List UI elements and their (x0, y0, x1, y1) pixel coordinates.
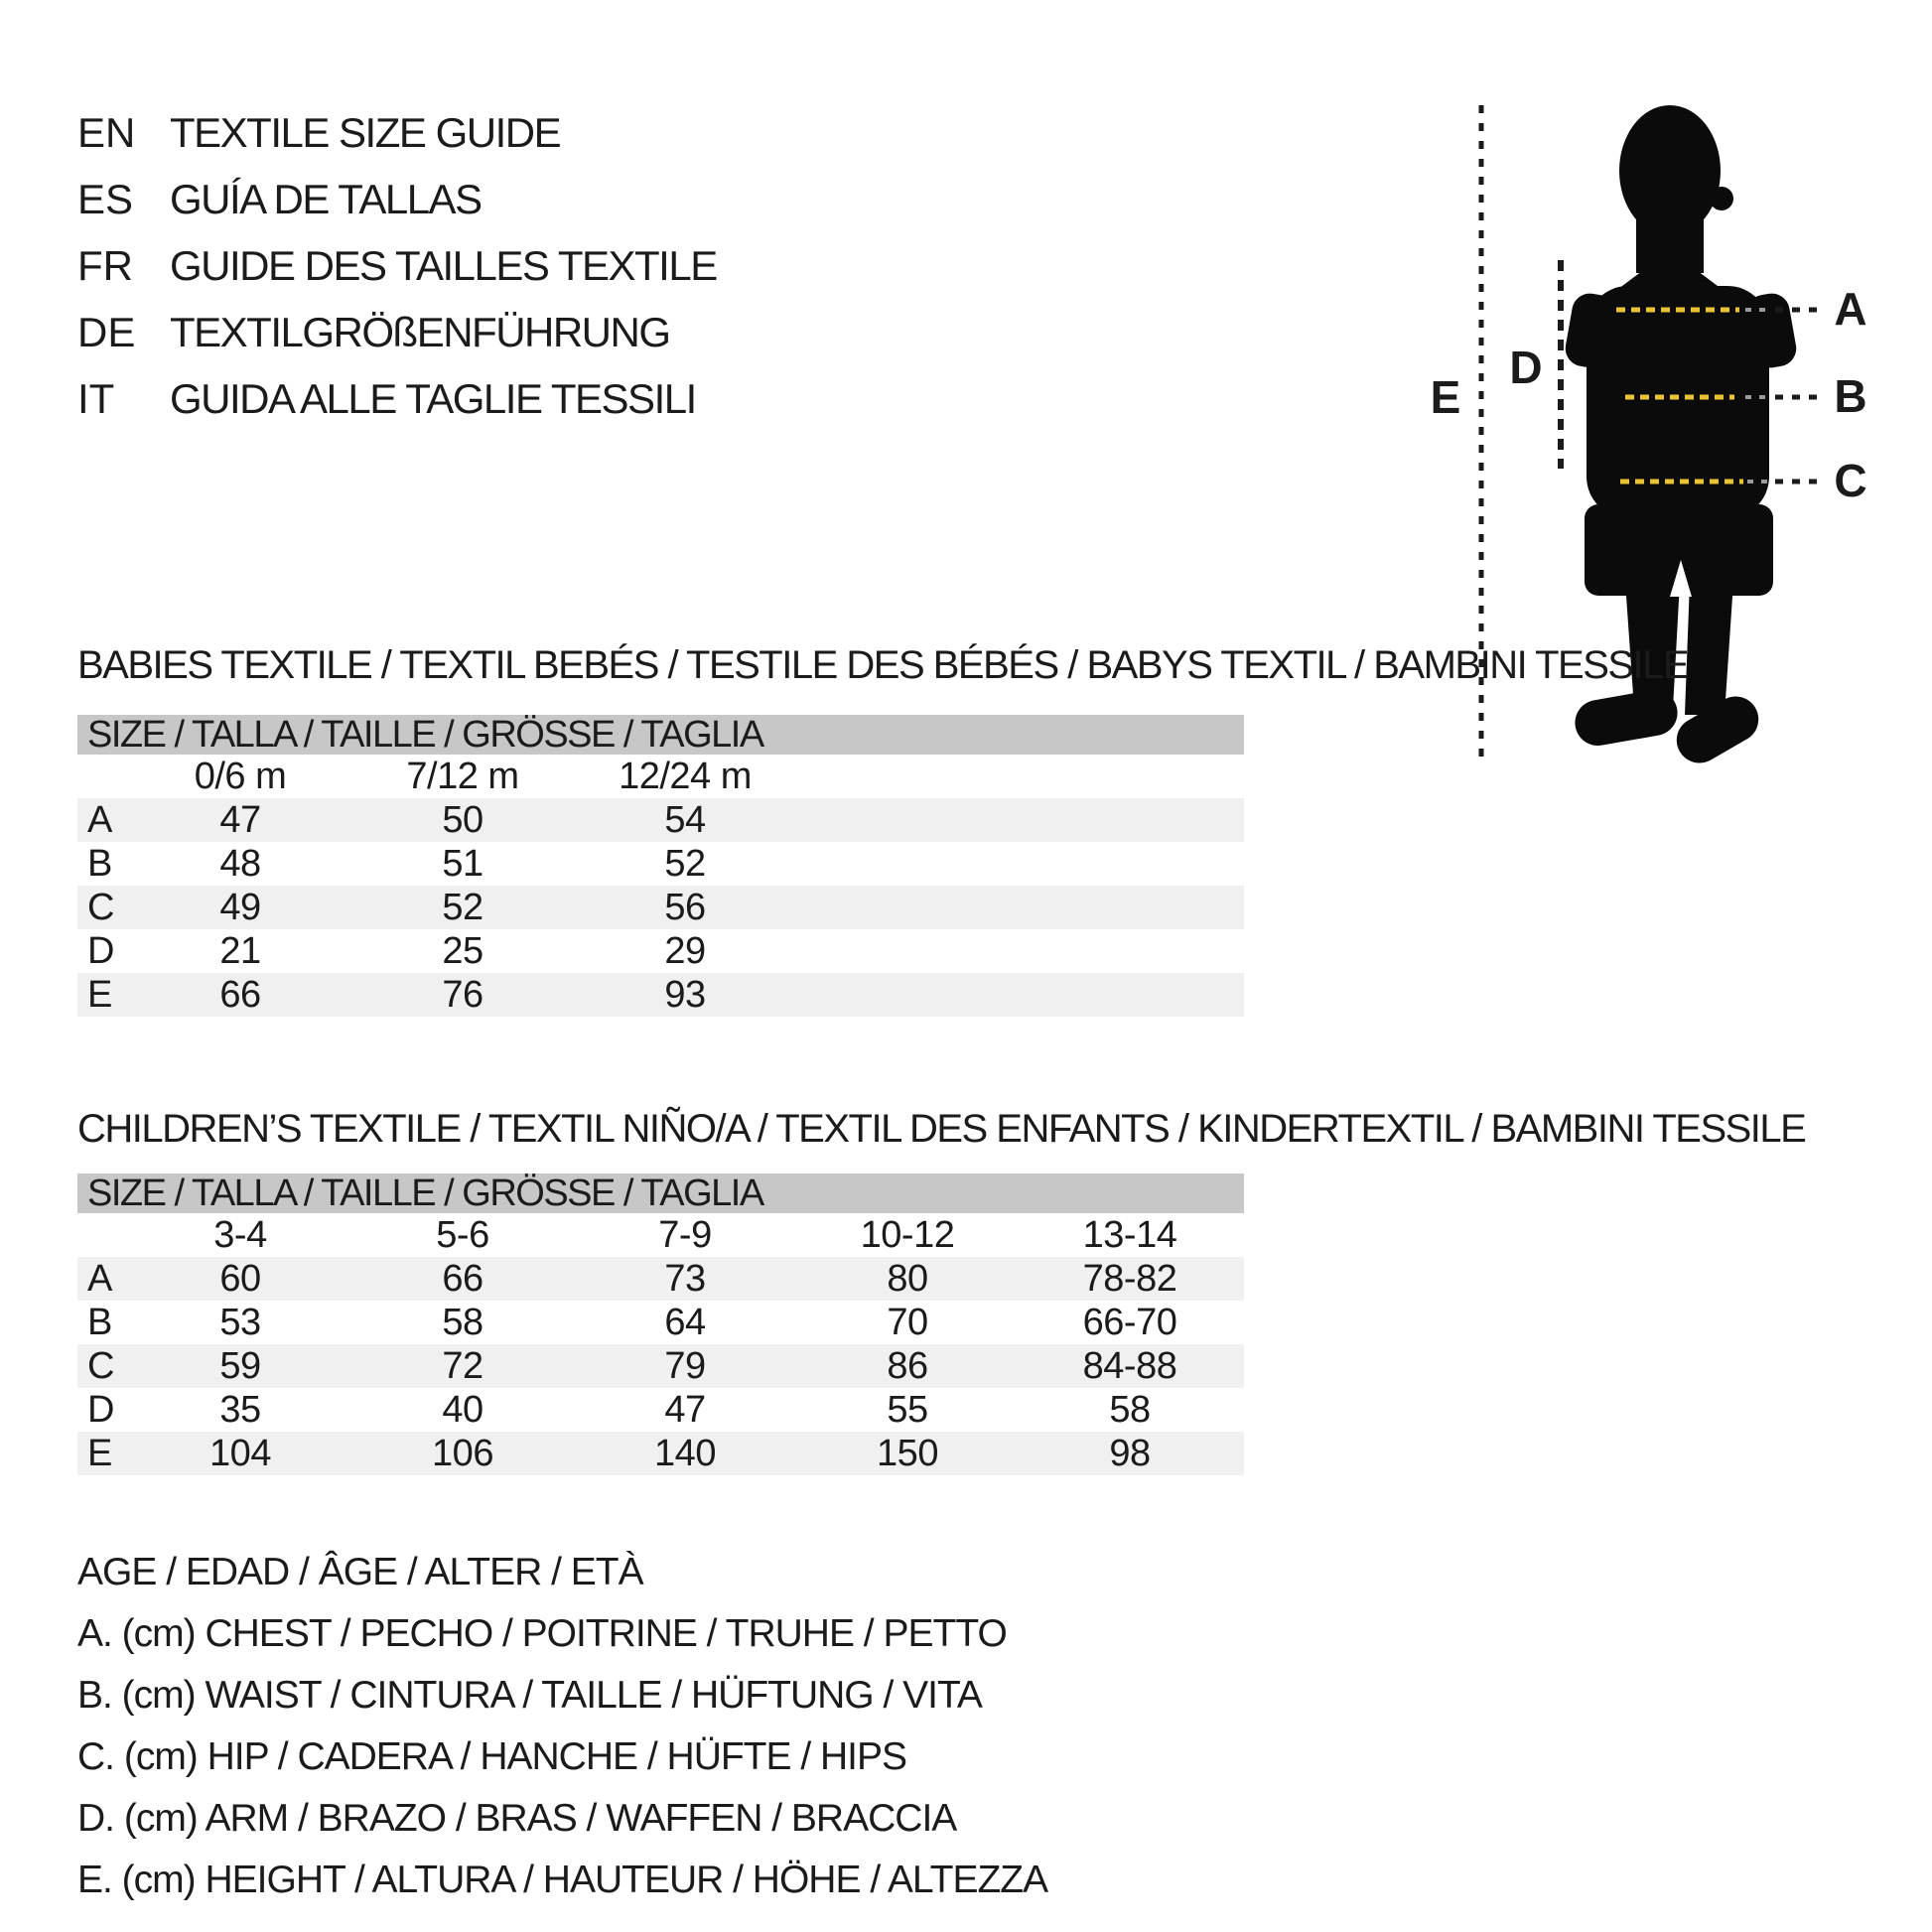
babies-col-1: 7/12 m (406, 755, 519, 797)
row-label: B (87, 842, 113, 885)
cell-value: 49 (219, 886, 261, 928)
lang-row-es (77, 166, 717, 232)
lang-title-es: GUÍA DE TALLAS (170, 175, 482, 222)
table-row (77, 886, 1244, 929)
children-table-header: SIZE / TALLA / TAILLE / GRÖSSE / TAGLIA (77, 1173, 1244, 1213)
cell-value: 47 (664, 1388, 706, 1431)
cell-value: 70 (887, 1301, 928, 1343)
cell-value: 55 (887, 1388, 928, 1431)
cell-value: 72 (442, 1344, 483, 1387)
lang-row-de (77, 299, 717, 365)
cell-value: 52 (664, 842, 706, 885)
cell-value: 29 (664, 929, 706, 972)
table-row (77, 1344, 1244, 1388)
cell-value: 93 (664, 973, 706, 1016)
lang-row-en (77, 99, 717, 166)
table-row (77, 1388, 1244, 1432)
children-section-title: CHILDREN’S TEXTILE / TEXTIL NIÑO/A / TEXTIL DES ENFANTS / KINDERTEXTIL / BAMBINI TESSILE (77, 1107, 1806, 1151)
lang-code-en: EN (77, 108, 136, 156)
cell-value: 51 (442, 842, 483, 885)
lang-title-en: TEXTILE SIZE GUIDE (170, 108, 561, 156)
lang-code-de: DE (77, 308, 136, 355)
cell-value: 56 (664, 886, 706, 928)
lang-title-de: TEXTILGRÖßENFÜHRUNG (170, 308, 670, 355)
cell-value: 47 (219, 798, 261, 841)
cell-value: 25 (442, 929, 483, 972)
table-row (77, 1257, 1244, 1301)
cell-value: 64 (664, 1301, 706, 1343)
cell-value: 84-88 (1082, 1344, 1177, 1387)
cell-value: 66-70 (1082, 1301, 1177, 1343)
cell-value: 52 (442, 886, 483, 928)
legend-hip-line: C. (cm) HIP / CADERA / HANCHE / HÜFTE / HIPS (77, 1735, 907, 1778)
cell-value: 78-82 (1082, 1257, 1177, 1300)
cell-value: 106 (432, 1432, 493, 1474)
babies-col-2: 12/24 m (619, 755, 752, 797)
language-title-block (77, 99, 717, 432)
babies-column-header-row (77, 755, 1244, 798)
cell-value: 140 (654, 1432, 716, 1474)
legend-chest-line: A. (cm) CHEST / PECHO / POITRINE / TRUHE / PETTO (77, 1612, 1007, 1655)
row-label: A (87, 1257, 113, 1300)
cell-value: 60 (219, 1257, 261, 1300)
cell-value: 53 (219, 1301, 261, 1343)
label-c: C (1834, 455, 1867, 506)
table-row (77, 929, 1244, 973)
row-label: E (87, 1432, 113, 1474)
row-label: C (87, 886, 115, 928)
cell-value: 76 (442, 973, 483, 1016)
lang-row-it (77, 365, 717, 432)
legend-arm-line: D. (cm) ARM / BRAZO / BRAS / WAFFEN / BRACCIA (77, 1797, 957, 1840)
cell-value: 86 (887, 1344, 928, 1387)
lang-title-it: GUIDA ALLE TAGLIE TESSILI (170, 374, 696, 422)
legend-height-line: E. (cm) HEIGHT / ALTURA / HAUTEUR / HÖHE / ALTEZZA (77, 1859, 1048, 1901)
children-col-4: 13-14 (1082, 1213, 1177, 1256)
children-col-0: 3-4 (213, 1213, 267, 1256)
table-row (77, 842, 1244, 886)
legend-age-line: AGE / EDAD / ÂGE / ALTER / ETÀ (77, 1551, 643, 1593)
cell-value: 73 (664, 1257, 706, 1300)
cell-value: 104 (209, 1432, 271, 1474)
row-label: B (87, 1301, 113, 1343)
row-label: D (87, 929, 115, 972)
legend-waist-line: B. (cm) WAIST / CINTURA / TAILLE / HÜFTUNG / VITA (77, 1674, 982, 1717)
row-label: A (87, 798, 113, 841)
cell-value: 80 (887, 1257, 928, 1300)
cell-value: 40 (442, 1388, 483, 1431)
table-row (77, 973, 1244, 1017)
label-e: E (1430, 371, 1461, 423)
babies-col-0: 0/6 m (194, 755, 287, 797)
cell-value: 79 (664, 1344, 706, 1387)
cell-value: 58 (1109, 1388, 1151, 1431)
measurement-legend (77, 1542, 1047, 1911)
cell-value: 66 (442, 1257, 483, 1300)
babies-size-table (77, 715, 1244, 1017)
cell-value: 50 (442, 798, 483, 841)
babies-table-header: SIZE / TALLA / TAILLE / GRÖSSE / TAGLIA (77, 715, 1244, 755)
child-silhouette-figure (1430, 60, 1932, 834)
table-row (77, 1432, 1244, 1475)
cell-value: 66 (219, 973, 261, 1016)
cell-value: 58 (442, 1301, 483, 1343)
row-label: E (87, 973, 113, 1016)
lang-code-es: ES (77, 175, 134, 222)
babies-section-title: BABIES TEXTILE / TEXTIL BEBÉS / TESTILE DES BÉBÉS / BABYS TEXTIL / BAMBINI TESSILE (77, 643, 1689, 687)
label-a: A (1834, 283, 1867, 335)
children-col-1: 5-6 (436, 1213, 489, 1256)
children-size-table (77, 1173, 1244, 1475)
label-d: D (1509, 342, 1543, 393)
lang-row-fr (77, 232, 717, 299)
row-label: D (87, 1388, 115, 1431)
lang-code-it: IT (77, 374, 115, 422)
cell-value: 150 (877, 1432, 938, 1474)
row-label: C (87, 1344, 115, 1387)
lang-title-fr: GUIDE DES TAILLES TEXTILE (170, 241, 717, 289)
children-column-header-row (77, 1213, 1244, 1257)
cell-value: 21 (219, 929, 261, 972)
lang-code-fr: FR (77, 241, 133, 289)
table-row (77, 1301, 1244, 1344)
cell-value: 35 (219, 1388, 261, 1431)
cell-value: 54 (664, 798, 706, 841)
cell-value: 59 (219, 1344, 261, 1387)
table-row (77, 798, 1244, 842)
label-b: B (1834, 370, 1867, 422)
cell-value: 48 (219, 842, 261, 885)
children-col-2: 7-9 (658, 1213, 712, 1256)
children-col-3: 10-12 (860, 1213, 955, 1256)
measurement-diagram (1430, 60, 1932, 834)
cell-value: 98 (1109, 1432, 1151, 1474)
